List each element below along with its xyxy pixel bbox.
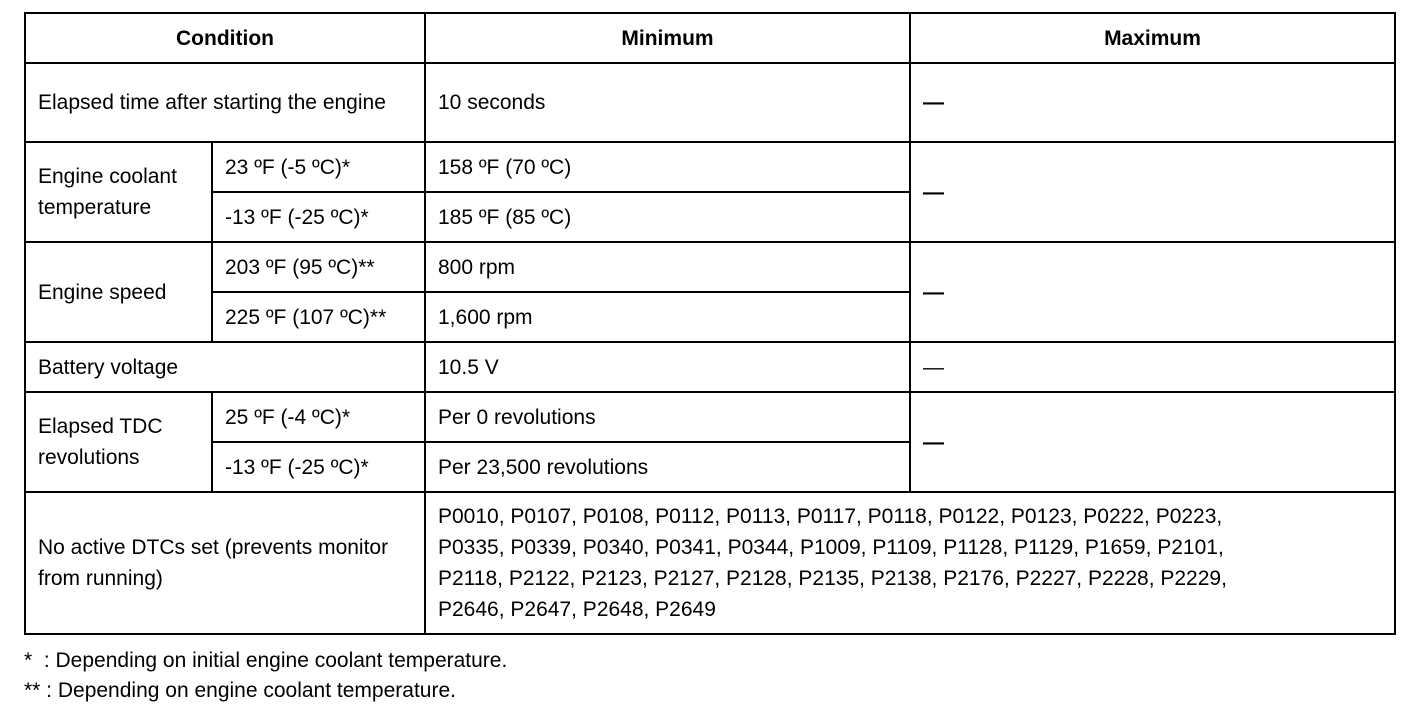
tdc-min-2: Per 23,500 revolutions [425, 442, 910, 492]
tdc-sub-2: -13 ºF (-25 ºC)* [212, 442, 425, 492]
dtc-codes-line-4: P2646, P2647, P2648, P2649 [438, 598, 716, 621]
speed-maximum: — [910, 242, 1395, 342]
dtc-label: No active DTCs set (prevents monitor from running) [25, 492, 425, 634]
dtc-codes [425, 492, 1395, 634]
tdc-sub-1: 25 ºF (-4 ºC)* [212, 392, 425, 442]
elapsed-time-label: Elapsed time after starting the engine [25, 63, 425, 142]
coolant-sub-2: -13 ºF (-25 ºC)* [212, 192, 425, 242]
speed-sub-1: 203 ºF (95 ºC)** [212, 242, 425, 292]
dtc-codes-line-2: P0335, P0339, P0340, P0341, P0344, P1009, P1109, P1128, P1129, P1659, P2101, [438, 536, 1224, 559]
elapsed-time-minimum: 10 seconds [425, 63, 910, 142]
dtc-codes-line-1: P0010, P0107, P0108, P0112, P0113, P0117, P0118, P0122, P0123, P0222, P0223, [438, 505, 1223, 528]
coolant-min-1: 158 ºF (70 ºC) [425, 142, 910, 192]
coolant-maximum: — [910, 142, 1395, 242]
coolant-min-2: 185 ºF (85 ºC) [425, 192, 910, 242]
speed-sub-2: 225 ºF (107 ºC)** [212, 292, 425, 342]
header-maximum: Maximum [910, 13, 1395, 63]
coolant-sub-1: 23 ºF (-5 ºC)* [212, 142, 425, 192]
header-minimum: Minimum [425, 13, 910, 63]
speed-min-1: 800 rpm [425, 242, 910, 292]
battery-minimum: 10.5 V [425, 342, 910, 392]
footnotes [24, 646, 507, 706]
footnote-double-asterisk: ** : Depending on engine coolant temperature. [24, 679, 456, 702]
footnote-single-asterisk: * : Depending on initial engine coolant temperature. [24, 649, 508, 672]
speed-min-2: 1,600 rpm [425, 292, 910, 342]
battery-maximum: — [910, 342, 1395, 392]
tdc-label: Elapsed TDC revolutions [25, 392, 212, 492]
tdc-min-1: Per 0 revolutions [425, 392, 910, 442]
elapsed-time-maximum: — [910, 63, 1395, 142]
dtc-codes-line-3: P2118, P2122, P2123, P2127, P2128, P2135, P2138, P2176, P2227, P2228, P2229, [438, 567, 1227, 590]
battery-label: Battery voltage [25, 342, 425, 392]
tdc-maximum: — [910, 392, 1395, 492]
header-condition: Condition [25, 13, 425, 63]
conditions-table [24, 12, 1396, 635]
coolant-label: Engine coolant temperature [25, 142, 212, 242]
speed-label: Engine speed [25, 242, 212, 342]
